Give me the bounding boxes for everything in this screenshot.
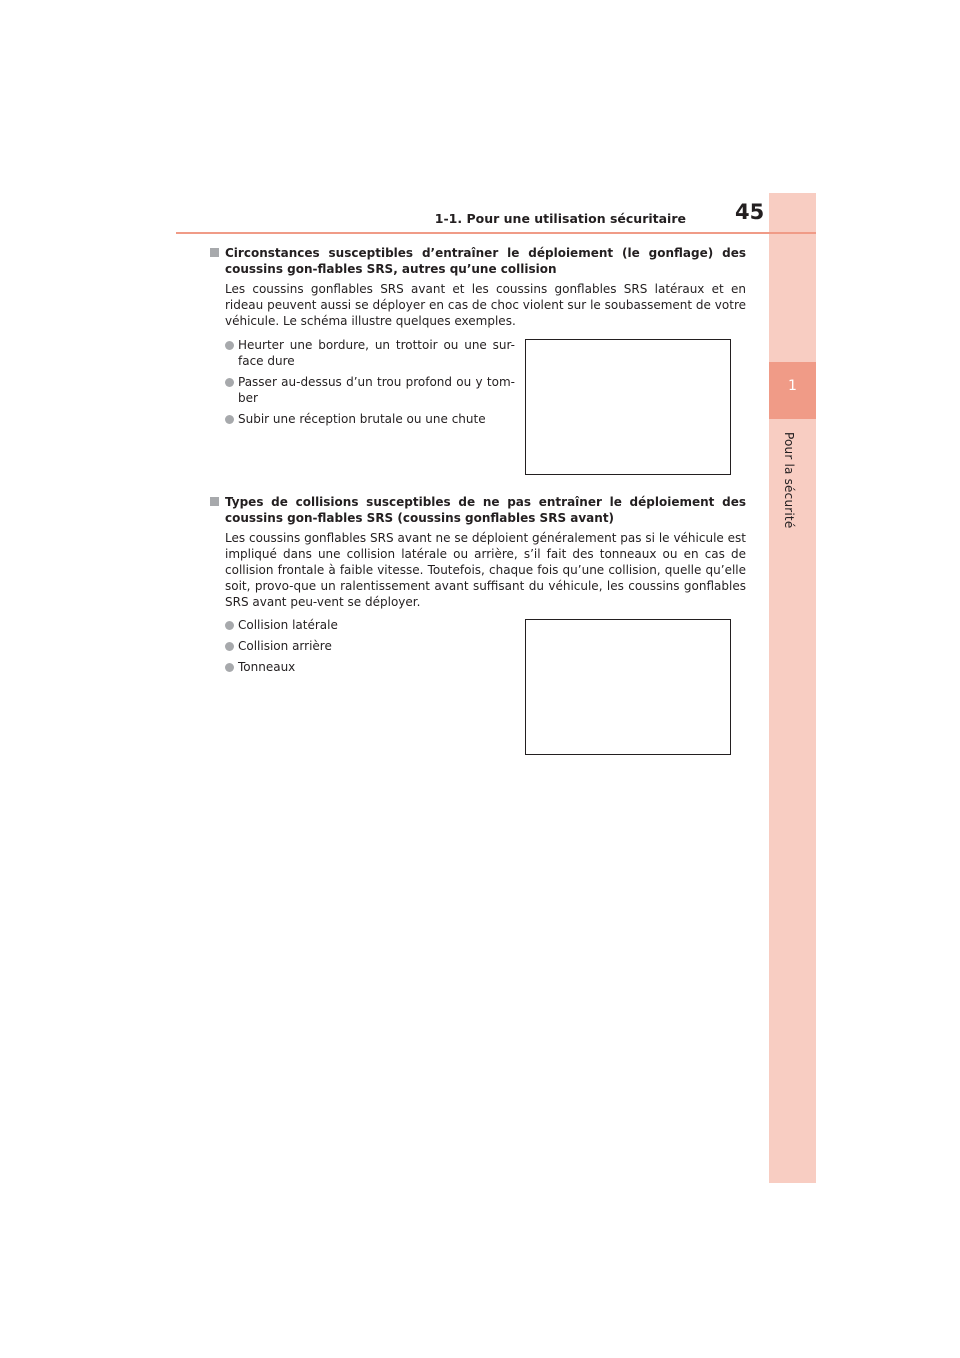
bullet-dot-icon (225, 415, 234, 424)
section-heading-text: Types de collisions susceptibles de ne pas entraîner le déploiement des coussins gon-flables SRS (coussins gonflables SRS avant) (225, 495, 746, 525)
list-item: Tonneaux (225, 659, 515, 675)
square-bullet-icon (210, 248, 219, 257)
page-number: 45 (735, 200, 765, 224)
bullet-dot-icon (225, 378, 234, 387)
bullet-list-collision-types (225, 617, 515, 680)
section-deployment-circumstances (210, 245, 746, 329)
section-heading (210, 245, 746, 277)
section-paragraph: Les coussins gonflables SRS avant et les coussins gonflables SRS latéraux et en rideau peuvent aussi se déployer en cas de choc violent sur le soubassement de votre véhicule. Le schéma illustre quelques exemples. (225, 282, 746, 328)
bullet-dot-icon (225, 341, 234, 350)
header-divider (176, 232, 816, 234)
section-heading (210, 494, 746, 526)
section-title: 1-1. Pour une utilisation sécuritaire (434, 211, 686, 226)
list-item: Collision latérale (225, 617, 515, 633)
bullet-list-deployment-examples (225, 337, 515, 432)
square-bullet-icon (210, 497, 219, 506)
illustration-figure (525, 619, 731, 755)
bullet-dot-icon (225, 663, 234, 672)
list-item: Passer au-dessus d’un trou profond ou y tom-ber (225, 374, 515, 406)
illustration-figure (525, 339, 731, 475)
bullet-dot-icon (225, 621, 234, 630)
section-paragraph: Les coussins gonflables SRS avant ne se déploient généralement pas si le véhicule est impliqué dans une collision latérale ou arrière, s’il fait des tonneaux ou en cas de collision frontale à faible vitesse. Toutefois, chaque fois qu’une collision, quelle qu’elle soit, provo-que un ralentissement avant suffisant du véhicule, les coussins gonflables SRS avant peu-vent se déployer. (225, 531, 746, 609)
chapter-title: Pour la sécurité (782, 432, 796, 529)
list-item: Collision arrière (225, 638, 515, 654)
bullet-dot-icon (225, 642, 234, 651)
list-item: Heurter une bordure, un trottoir ou une sur-face dure (225, 337, 515, 369)
section-heading-text: Circonstances susceptibles d’entraîner le déploiement (le gonflage) des coussins gon-flables SRS, autres qu’une collision (225, 246, 746, 276)
chapter-side-tab (769, 193, 816, 1183)
chapter-number: 1 (788, 378, 797, 394)
list-item: Subir une réception brutale ou une chute (225, 411, 515, 427)
section-non-deployment-collisions (210, 494, 746, 610)
